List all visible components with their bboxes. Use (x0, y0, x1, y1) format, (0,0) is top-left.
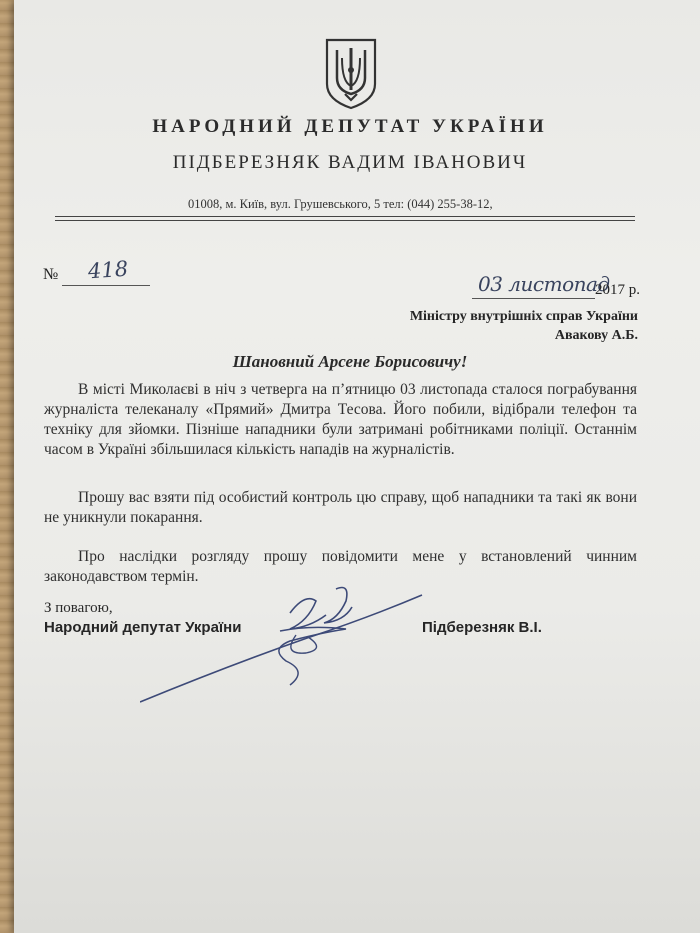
header-divider-bottom (55, 220, 635, 221)
recipient-name: Авакову А.Б. (554, 328, 638, 343)
recipient-block (410, 307, 638, 345)
body-paragraph-3: Про наслідки розгляду прошу повідомити мене у встановлений чинним законодавством термін. (44, 548, 637, 585)
deputy-name-heading: ПІДБЕРЕЗНЯК ВАДИМ ІВАНОВИЧ (172, 152, 528, 173)
handwritten-signature (140, 575, 440, 705)
date-year: 2017 р. (595, 282, 640, 298)
body-paragraph-1: В місті Миколаєві в ніч з четверга на п’ятницю 03 листопада сталося пограбування журналіста телеканалу «Прямий» Дмитра Тесова. Його побили, відібрали телефон та техніку для зйомки. Пізніше нападники були затримані робітниками поліції. Останнім часом в Україні збільшилася кількість нападів на журналістів. (44, 381, 637, 458)
handwritten-date: 03 листопад (478, 272, 610, 296)
recipient-title: Міністру внутрішніх справ України (409, 309, 638, 324)
closing-regards: З повагою, (44, 600, 113, 616)
document-title: НАРОДНИЙ ДЕПУТАТ УКРАЇНИ (152, 116, 548, 137)
header-divider-top (55, 216, 635, 217)
handwritten-number: 418 (87, 256, 129, 284)
number-sign: № (43, 266, 59, 283)
letter-paper (14, 0, 700, 933)
salutation: Шановний Арсене Борисовичу! (232, 352, 468, 371)
date-underline (472, 298, 595, 299)
number-underline (62, 285, 150, 286)
table-edge (0, 0, 14, 933)
address-line: 01008, м. Київ, вул. Грушевського, 5 тел: (044) 255-38-12, (188, 197, 493, 211)
trident-coat-of-arms-icon (325, 38, 377, 110)
closing-name: Підберезняк В.І. (422, 619, 542, 636)
closing-position: Народний депутат України (44, 619, 242, 636)
body-paragraph-2: Прошу вас взяти під особистий контроль цю справу, щоб нападники та такі як вони не уникнули покарання. (44, 489, 637, 526)
